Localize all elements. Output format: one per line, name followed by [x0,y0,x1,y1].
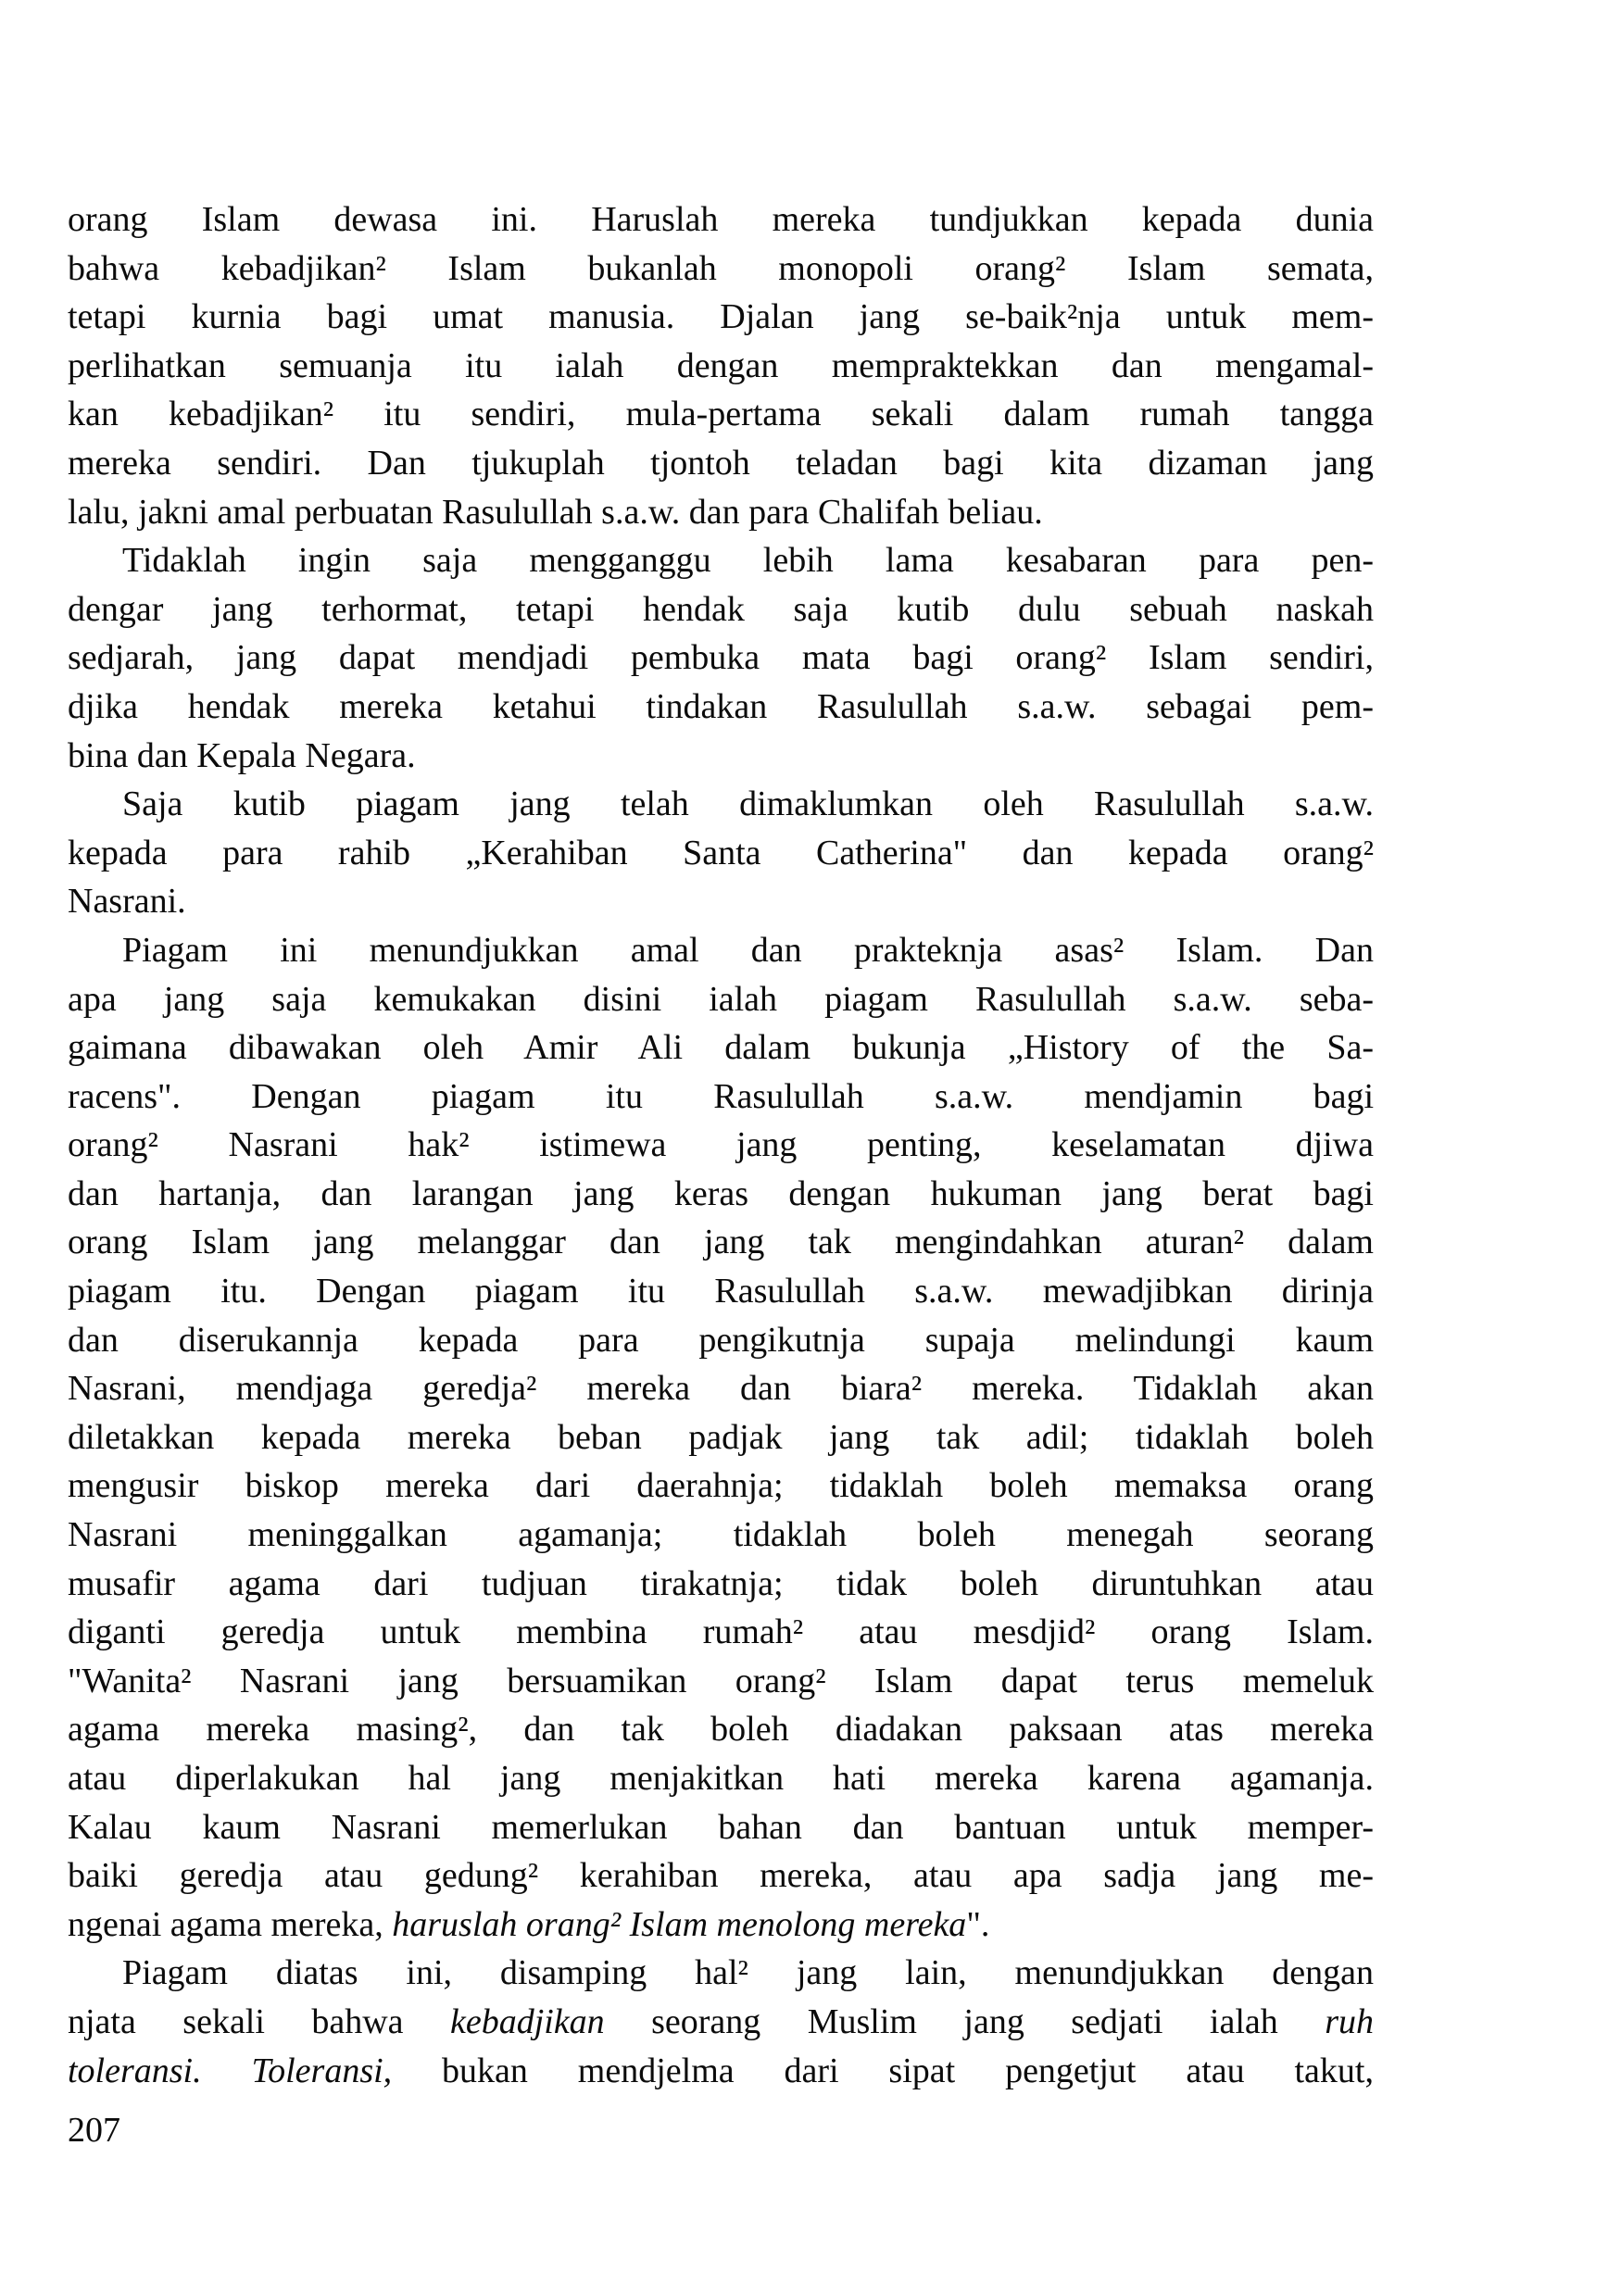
text-segment: diletakkan kepada mereka beban padjak jang tak adil; tidaklah boleh [68,1417,1374,1457]
text-line [68,1413,1374,1462]
text-line [68,536,1374,585]
text-segment: "Wanita² Nasrani jang bersuamikan orang² Islam dapat terus memeluk [68,1661,1374,1700]
text-segment: dan hartanja, dan larangan jang keras dengan hukuman jang berat bagi [68,1173,1374,1213]
text-line [68,683,1374,732]
paragraph [68,780,1374,926]
paragraph [68,1949,1374,2095]
text-segment: apa jang saja kemukakan disini ialah piagam Rasulullah s.a.w. seba- [68,979,1374,1019]
text-line [68,1949,1374,1998]
text-line [68,732,1374,781]
text-segment: tetapi kurnia bagi umat manusia. Djalan jang se-baik²nja untuk mem- [68,297,1374,337]
text-line [68,2047,1374,2096]
text-line [68,195,1374,245]
text-line [68,1851,1374,1901]
text-line [68,975,1374,1024]
text-line [68,488,1374,537]
paragraph [68,536,1374,780]
text-segment: Piagam diatas ini, disamping hal² jang lain, menundjukkan dengan [122,1953,1374,1993]
text-line [68,1267,1374,1316]
text-segment: gaimana dibawakan oleh Amir Ali dalam bukunja „History of the Sa- [68,1028,1374,1068]
text-segment: njata sekali bahwa [68,2001,450,2041]
text-segment: perlihatkan semuanja itu ialah dengan mempraktekkan dan mengamal- [68,345,1374,385]
text-segment: Saja kutib piagam jang telah dimaklumkan oleh Rasulullah s.a.w. [122,784,1374,824]
italic-text: kebadjikan [449,2001,605,2041]
text-segment: baiki geredja atau gedung² kerahiban mereka, atau apa sadja jang me- [68,1856,1374,1896]
text-line [68,1560,1374,1609]
text-segment: bukan mendjelma dari sipat pengetjut atau takut, [392,2051,1374,2090]
text-segment: orang² Nasrani hak² istimewa jang penting, keselamatan djiwa [68,1125,1374,1165]
text-segment: sedjarah, jang dapat mendjadi pembuka mata bagi orang² Islam sendiri, [68,638,1374,678]
text-line [68,1608,1374,1657]
text-segment: orang Islam jang melanggar dan jang tak mengindahkan aturan² dalam [68,1223,1374,1262]
text-segment: Tidaklah ingin saja mengganggu lebih lama kesabaran para pen- [122,541,1374,581]
italic-text: toleransi. Toleransi, [68,2051,393,2090]
text-line [68,1901,1374,1950]
text-line [68,1803,1374,1852]
text-line [68,1705,1374,1754]
page-number: 207 [68,2111,120,2151]
italic-text: haruslah orang² Islam menolong mereka [392,1904,967,1944]
text-segment: Nasrani. [68,882,186,922]
text-line [68,1364,1374,1413]
text-block [68,195,1374,2155]
text-segment: ". [966,1904,990,1944]
text-line [68,1998,1374,2047]
text-segment: ngenai agama mereka, [68,1904,393,1944]
text-segment: djika hendak mereka ketahui tindakan Rasulullah s.a.w. sebagai pem- [68,686,1374,726]
text-segment: kan kebadjikan² itu sendiri, mula-pertama sekali dalam rumah tangga [68,395,1374,434]
paragraphs [68,195,1374,2095]
text-line [68,342,1374,391]
text-line [68,1657,1374,1706]
text-segment: agama mereka masing², dan tak boleh diadakan paksaan atas mereka [68,1710,1374,1750]
text-segment: diganti geredja untuk membina rumah² atau mesdjid² orang Islam. [68,1612,1374,1652]
text-segment: Nasrani meninggalkan agamanja; tidaklah boleh menegah seorang [68,1515,1374,1555]
text-line [68,1073,1374,1122]
text-segment: dengar jang terhormat, tetapi hendak saja kutib dulu sebuah naskah [68,589,1374,629]
text-line [68,1121,1374,1170]
text-line [68,1316,1374,1365]
text-line [68,390,1374,439]
text-segment: seorang Muslim jang sedjati ialah [604,2001,1326,2041]
paragraph [68,195,1374,536]
text-line [68,293,1374,342]
text-segment: mengusir biskop mereka dari daerahnja; tidaklah boleh memaksa orang [68,1466,1374,1506]
text-segment: atau diperlakukan hal jang menjakitkan hati mereka karena agamanja. [68,1759,1374,1798]
text-segment: musafir agama dari tudjuan tirakatnja; tidak boleh diruntuhkan atau [68,1563,1374,1603]
text-segment: Nasrani, mendjaga geredja² mereka dan biara² mereka. Tidaklah akan [68,1369,1374,1409]
text-line [68,634,1374,683]
text-segment: lalu, jakni amal perbuatan Rasulullah s.a.w. dan para Chalifah beliau. [68,492,1043,532]
text-segment: kepada para rahib „Kerahiban Santa Catherina" dan kepada orang² [68,833,1374,872]
text-line [68,245,1374,294]
italic-text: ruh [1325,2001,1374,2041]
text-segment: racens". Dengan piagam itu Rasulullah s.a.w. mendjamin bagi [68,1076,1374,1116]
text-segment: bina dan Kepala Negara. [68,735,416,775]
text-line [68,585,1374,634]
text-line [68,439,1374,488]
text-segment: mereka sendiri. Dan tjukuplah tjontoh teladan bagi kita dizaman jang [68,443,1374,483]
text-line [68,1754,1374,1803]
text-line [68,780,1374,829]
text-segment: bahwa kebadjikan² Islam bukanlah monopoli orang² Islam semata, [68,248,1374,288]
text-line [68,1170,1374,1219]
paragraph [68,926,1374,1949]
text-segment: orang Islam dewasa ini. Haruslah mereka tundjukkan kepada dunia [68,200,1374,239]
text-line [68,1462,1374,1511]
text-line [68,829,1374,878]
text-line [68,877,1374,926]
text-line [68,1218,1374,1267]
text-segment: dan diserukannja kepada para pengikutnja supaja melindungi kaum [68,1320,1374,1360]
text-segment: Piagam ini menundjukkan amal dan prakteknja asas² Islam. Dan [122,930,1374,970]
text-line [68,1511,1374,1560]
text-line [68,926,1374,975]
text-segment: Kalau kaum Nasrani memerlukan bahan dan bantuan untuk memper- [68,1807,1374,1847]
text-line [68,1023,1374,1073]
text-segment: piagam itu. Dengan piagam itu Rasulullah s.a.w. mewadjibkan dirinja [68,1272,1374,1311]
